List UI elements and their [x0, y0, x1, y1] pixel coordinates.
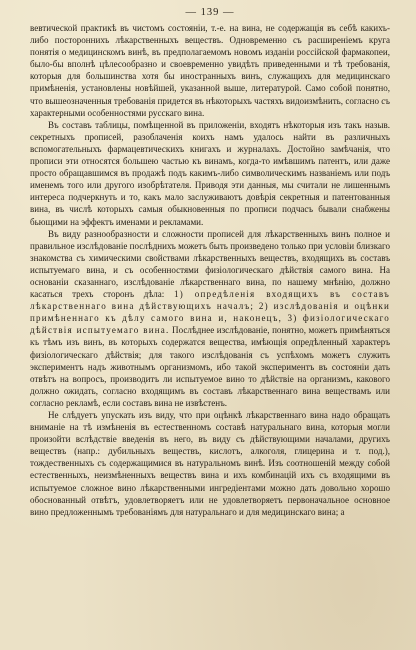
paragraph-p4: [30, 409, 390, 518]
paragraph-text: Не слѣдуетъ упускать изъ виду, что при оцѣнкѣ лѣкарственнаго вина надо обращать вниманіе на тѣ измѣненія въ естественномъ составѣ натуральнаго вина, которыя могли произойти вслѣдствіе введенія въ него, въ виду съ дѣйствующими началами, другихъ веществъ (напр.: дубильныхъ веществъ, кислотъ, алкоголя, глицерина и т. под.), тождественныхъ съ содержащимися въ натуральномъ винѣ. Изъ соотношеній между собой естественныхъ, неизмѣненныхъ веществъ вина и ихъ комбинацій ихъ съ входящими въ испытуемое сложное вино лѣкарственными ингредіентами можно дать довольно хорошо обоснованный отвѣтъ, удовлетворяетъ или не удовлетворяетъ первоначальное основное вино предложеннымъ требованіямъ для натуральнаго и для медицинскаго вина; а: [30, 410, 390, 517]
body-text: [30, 22, 390, 518]
paragraph-text: Въ составъ таблицы, помѣщенной въ приложеніи, входятъ нѣкоторыя изъ такъ назыв. секретныхъ прописей, разоблаченія коихъ намъ удалось найти въ различныхъ вспомогательныхъ фармацевтическихъ книгахъ и журналахъ. Достойно замѣчанія, что прописи эти относятся большею частью къ винамъ, когда-то имѣвшимъ патентъ, или даже просто обращавшимся въ продажѣ подъ какимъ-либо символическимъ названіемъ или подъ именемъ того или другого изобрѣтателя. Приводя эти данныя, мы считали не лишеннымъ интереса подчеркнуть и то, какъ мало заслуживаютъ довѣрія секретныя и патентованныя вина, въ числѣ которыхъ самыя обыкновенныя по прописи подчасъ бывали снабжены бьющими на эффектъ именами и рекламами.: [30, 119, 390, 227]
paragraph-text: Въ виду разнообразности и сложности прописей для лѣкарственныхъ винъ полное и правильное изслѣдованіе послѣднихъ можетъ быть произведено только при условіи близкаго знакомства съ химическими свойствами лѣкарственныхъ веществъ, входящихъ въ составъ испытуемаго вина, и съ особенностями физіологическаго дѣйствія самого вина. На основаніи сказаннаго, изслѣдованіе лѣкарственнаго вина, по нашему мнѣнію, должно касаться трехъ сторонъ дѣла:: [30, 228, 390, 300]
paragraph-text: вевтической практикѣ въ чистомъ состояніи, т.-е. на вина, не содержащія въ себѣ какихъ-либо постороннихъ лѣкарственныхъ веществъ. Одновременно съ расширеніемъ круга понятія о медицинскомъ винѣ, въ предполагаемомъ новомъ изданіи россійской фармакопеи, было-бы вполнѣ цѣлесообразно и своевременно увидѣть приведенными и тѣ требованія, которыя для большинства хотя бы иностранныхъ винъ, служащихъ для медицинскаго примѣненія, установлены новѣйшей, указанной выше, литературой. Само собой понятно, что вышеозначенныя требованія придется въ нѣкоторыхъ частяхъ видоизмѣнить, согласно съ характерными особенностями русскаго вина.: [30, 23, 390, 118]
paragraph-p1: [30, 22, 390, 119]
paragraph-p2: [30, 119, 390, 228]
paragraph-text: Послѣднее изслѣдованіе, понятно, можетъ примѣняться къ тѣмъ изъ винъ, въ которыхъ содержатся вещества, имѣющія опредѣленный характеръ физіологическаго дѣйствія; для такого изслѣдованія съ успѣхомъ можетъ служить экспериментъ надъ животнымъ организмомъ, ибо такой экспериментъ въ состояніи дать отвѣтъ на вопросъ, производитъ ли испытуемое вино то дѣйствіе на организмъ, какового должно ожидать, согласно входящимъ въ составъ лѣкарственнаго вина веществамъ или согласно рекламѣ, если составъ вина не извѣстенъ.: [30, 325, 390, 408]
emphasized-text: 1) опредѣленія входящихъ въ составъ лѣкарственнаго вина дѣйствующихъ началъ; 2) изслѣдованія и оцѣнки примѣненнаго къ дѣлу самого вина и, наконецъ, 3) физіологическаго дѣйствія испытуемаго вина.: [30, 289, 390, 336]
page-number: — 139 —: [185, 7, 235, 18]
paragraph-p3: [30, 228, 390, 409]
